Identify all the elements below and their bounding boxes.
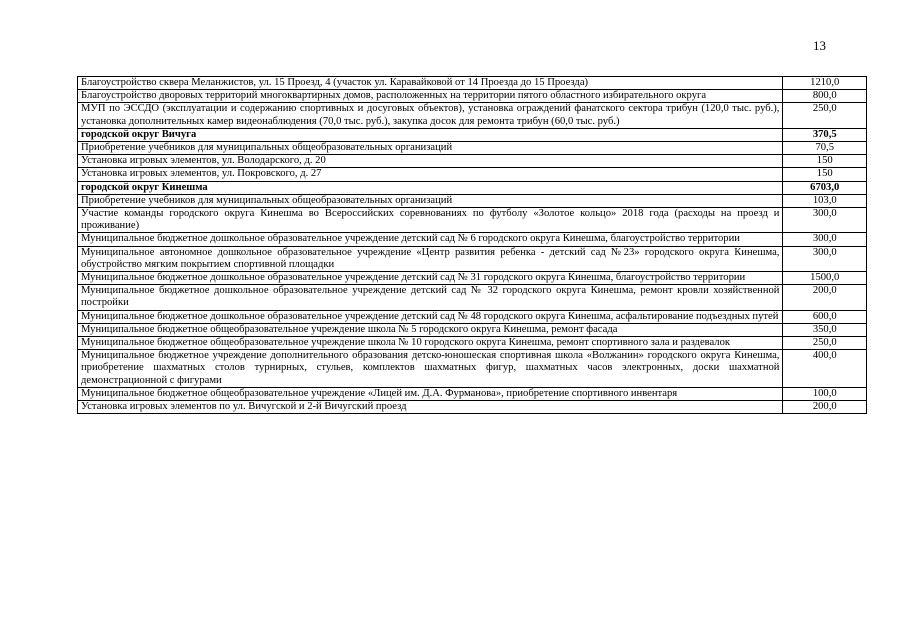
page-number: 13 <box>813 38 826 53</box>
row-amount: 600,0 <box>783 310 867 323</box>
row-description: Муниципальное бюджетное дошкольное образовательное учреждение детский сад № 32 городского округа Кинешма, ремонт кровли хозяйственной постройки <box>78 285 783 310</box>
table-row <box>78 387 867 400</box>
table-row <box>78 168 867 181</box>
row-description: Муниципальное бюджетное учреждение дополнительного образования детско-юношеская спортивная школа «Волжанин» городского округа Кинешма, приобретение шахматных столов турнирных, стульев, комплектов шахматных фигур, шахматных часов электронных, доски шахматной демонстрационной с фигурами <box>78 350 783 388</box>
table-row <box>78 337 867 350</box>
row-description: Приобретение учебников для муниципальных общеобразовательных организаций <box>78 194 783 207</box>
row-description: Благоустройство дворовых территорий многоквартирных домов, расположенных на территории пятого областного избирательного округа <box>78 90 783 103</box>
row-description: Участие команды городского округа Кинешма во Всероссийских соревнованиях по футболу «Золотое кольцо» 2018 года (расходы на проезд и проживание) <box>78 208 783 233</box>
row-amount: 1500,0 <box>783 272 867 285</box>
budget-table <box>77 76 867 414</box>
table-row <box>78 103 867 128</box>
row-amount: 103,0 <box>783 194 867 207</box>
table-row <box>78 90 867 103</box>
row-amount: 200,0 <box>783 401 867 414</box>
row-amount: 100,0 <box>783 387 867 400</box>
row-description: Установка игровых элементов по ул. Вичугской и 2-й Вичугский проезд <box>78 401 783 414</box>
table-row <box>78 350 867 388</box>
table-row <box>78 285 867 310</box>
table-row <box>78 194 867 207</box>
row-description: Муниципальное автономное дошкольное образовательное учреждение «Центр развития ребенка - детский сад №23» городского округа Кинешма, обустройство мягким покрытием спортивной площадки <box>78 246 783 271</box>
row-amount: 350,0 <box>783 323 867 336</box>
table-row <box>78 323 867 336</box>
section-row <box>78 181 867 194</box>
row-amount: 250,0 <box>783 337 867 350</box>
table-row <box>78 272 867 285</box>
row-description: Установка игровых элементов, ул. Покровского, д. 27 <box>78 168 783 181</box>
row-amount: 150 <box>783 155 867 168</box>
row-description: Муниципальное бюджетное общеобразовательное учреждение школа № 5 городского округа Кинешма, ремонт фасада <box>78 323 783 336</box>
row-amount: 70,5 <box>783 142 867 155</box>
row-description: Установка игровых элементов, ул. Володарского, д. 20 <box>78 155 783 168</box>
row-description: Муниципальное бюджетное дошкольное образовательное учреждение детский сад № 31 городского округа Кинешма, благоустройство территории <box>78 272 783 285</box>
row-description: МУП по ЭССДО (эксплуатации и содержанию спортивных и досуговых объектов), установка ограждений фанатского сектора трибун (120,0 тыс. руб.), установка дополнительных камер видеонаблюдения (70,0 тыс. руб.), закупка досок для ремонта трибун (60,0 тыс. руб.) <box>78 103 783 128</box>
section-total: 370,5 <box>783 128 867 141</box>
row-description: Муниципальное бюджетное общеобразовательное учреждение школа № 10 городского округа Кинешма, ремонт спортивного зала и раздевалок <box>78 337 783 350</box>
row-amount: 1210,0 <box>783 77 867 90</box>
table-body <box>78 77 867 414</box>
row-description: Муниципальное бюджетное дошкольное образовательное учреждение детский сад № 48 городского округа Кинешма, асфальтирование подъездных путей <box>78 310 783 323</box>
row-amount: 300,0 <box>783 246 867 271</box>
table-row <box>78 310 867 323</box>
section-row <box>78 128 867 141</box>
row-amount: 200,0 <box>783 285 867 310</box>
table-row <box>78 155 867 168</box>
row-description: Муниципальное бюджетное дошкольное образовательное учреждение детский сад № 6 городского округа Кинешма, благоустройство территории <box>78 233 783 246</box>
table-row <box>78 77 867 90</box>
row-amount: 150 <box>783 168 867 181</box>
section-total: 6703,0 <box>783 181 867 194</box>
table-row <box>78 246 867 271</box>
table-row <box>78 208 867 233</box>
row-amount: 250,0 <box>783 103 867 128</box>
row-amount: 300,0 <box>783 233 867 246</box>
table-row <box>78 401 867 414</box>
row-description: Благоустройство сквера Меланжистов, ул. 15 Проезд, 4 (участок ул. Каравайковой от 14 Проезда до 15 Проезда) <box>78 77 783 90</box>
row-description: Муниципальное бюджетное общеобразовательное учреждение «Лицей им. Д.А. Фурманова», приобретение спортивного инвентаря <box>78 387 783 400</box>
table-row <box>78 233 867 246</box>
table-row <box>78 142 867 155</box>
row-amount: 800,0 <box>783 90 867 103</box>
section-title: городской округ Вичуга <box>78 128 783 141</box>
section-title: городской округ Кинешма <box>78 181 783 194</box>
row-amount: 400,0 <box>783 350 867 388</box>
row-amount: 300,0 <box>783 208 867 233</box>
row-description: Приобретение учебников для муниципальных общеобразовательных организаций <box>78 142 783 155</box>
